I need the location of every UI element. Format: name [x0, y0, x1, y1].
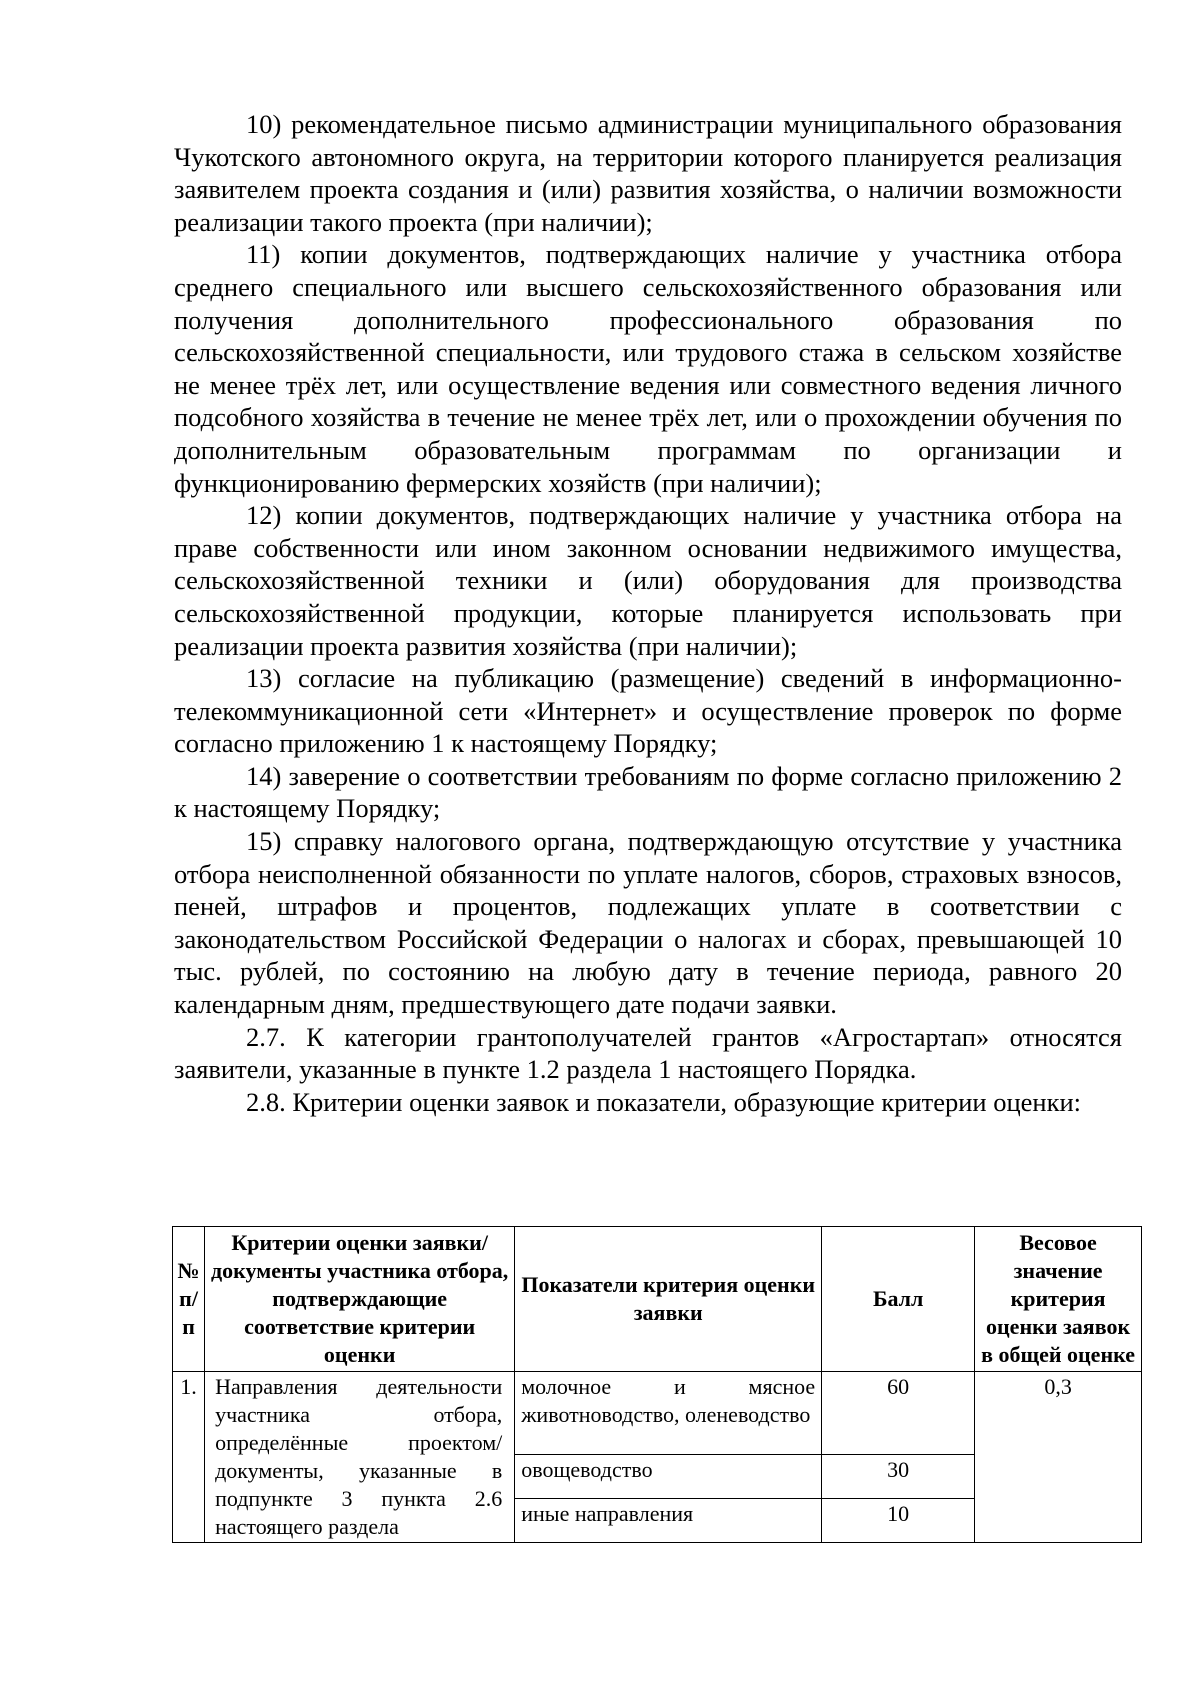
- header-indicators: Показатели критерия оценки заявки: [515, 1227, 822, 1372]
- table-row: [173, 1372, 1142, 1455]
- paragraph-item-12: 12) копии документов, подтверждающих наличие у участника отбора на праве собственности или ином законном основании недвижимого имущества, сельскохозяйственной техники и (или) оборудования для производства сельскохозяйственной продукции, которые планируется использовать при реализации проекта развития хозяйства (при наличии);: [174, 500, 1122, 661]
- header-criteria: Критерии оценки заявки/документы участника отбора, подтверждающие соответствие критерии оценки: [205, 1227, 515, 1372]
- table-header-row: [173, 1227, 1142, 1372]
- indicator-score: 30: [822, 1455, 975, 1499]
- indicator-score: 10: [822, 1499, 975, 1543]
- indicator-label: иные направления: [515, 1499, 822, 1543]
- document-body: [174, 108, 1122, 1118]
- header-weight: Весовое значение критерия оценки заявок в общей оценке: [975, 1227, 1142, 1372]
- header-number: № п/п: [173, 1227, 205, 1372]
- row-criteria: Направления деятельности участника отбора, определённые проектом/ документы, указанные в подпункте 3 пункта 2.6 настоящего раздела: [205, 1372, 515, 1543]
- paragraph-item-11: 11) копии документов, подтверждающих наличие у участника отбора среднего специального или высшего сельскохозяйственного образования или получения дополнительного профессионального образования по сельскохозяйственной специальности, или трудового стажа в сельском хозяйстве не менее трёх лет, или осуществление ведения или совместного ведения личного подсобного хозяйства в течение не менее трёх лет, или о прохождении обучения по дополнительным образовательным программам по организации и функционированию фермерских хозяйств (при наличии);: [174, 239, 1122, 498]
- indicator-label: овощеводство: [515, 1455, 822, 1499]
- paragraph-item-14: 14) заверение о соответствии требованиям по форме согласно приложению 2 к настоящему Порядку;: [174, 760, 1122, 824]
- paragraph-item-15: 15) справку налогового органа, подтверждающую отсутствие у участника отбора неисполненной обязанности по уплате налогов, сборов, страховых взносов, пеней, штрафов и процентов, подлежащих уплате в соответствии с законодательством Российской Федерации о налогах и сборах, превышающей 10 тыс. рублей, по состоянию на любую дату в течение периода, равного 20 календарным дням, предшествующего дате подачи заявки.: [174, 826, 1122, 1020]
- header-score: Балл: [822, 1227, 975, 1372]
- row-weight: 0,3: [975, 1372, 1142, 1543]
- paragraph-item-10: 10) рекомендательное письмо администрации муниципального образования Чукотского автономного округа, на территории которого планируется реализация заявителем проекта создания и (или) развития хозяйства, о наличии возможности реализации такого проекта (при наличии);: [174, 109, 1122, 237]
- paragraph-section-2-7: 2.7. К категории грантополучателей грантов «Агростартап» относятся заявители, указанные в пункте 1.2 раздела 1 настоящего Порядка.: [174, 1021, 1122, 1085]
- indicator-score: 60: [822, 1372, 975, 1455]
- paragraph-item-13: 13) согласие на публикацию (размещение) сведений в информационно-телекоммуникационной сети «Интернет» и осуществление проверок по форме согласно приложению 1 к настоящему Порядку;: [174, 663, 1122, 759]
- criteria-table: [172, 1226, 1142, 1543]
- row-number: 1.: [173, 1372, 205, 1543]
- paragraph-section-2-8: 2.8. Критерии оценки заявок и показатели, образующие критерии оценки:: [246, 1086, 1081, 1117]
- indicator-label: молочное и мясное животноводство, оленеводство: [515, 1372, 822, 1455]
